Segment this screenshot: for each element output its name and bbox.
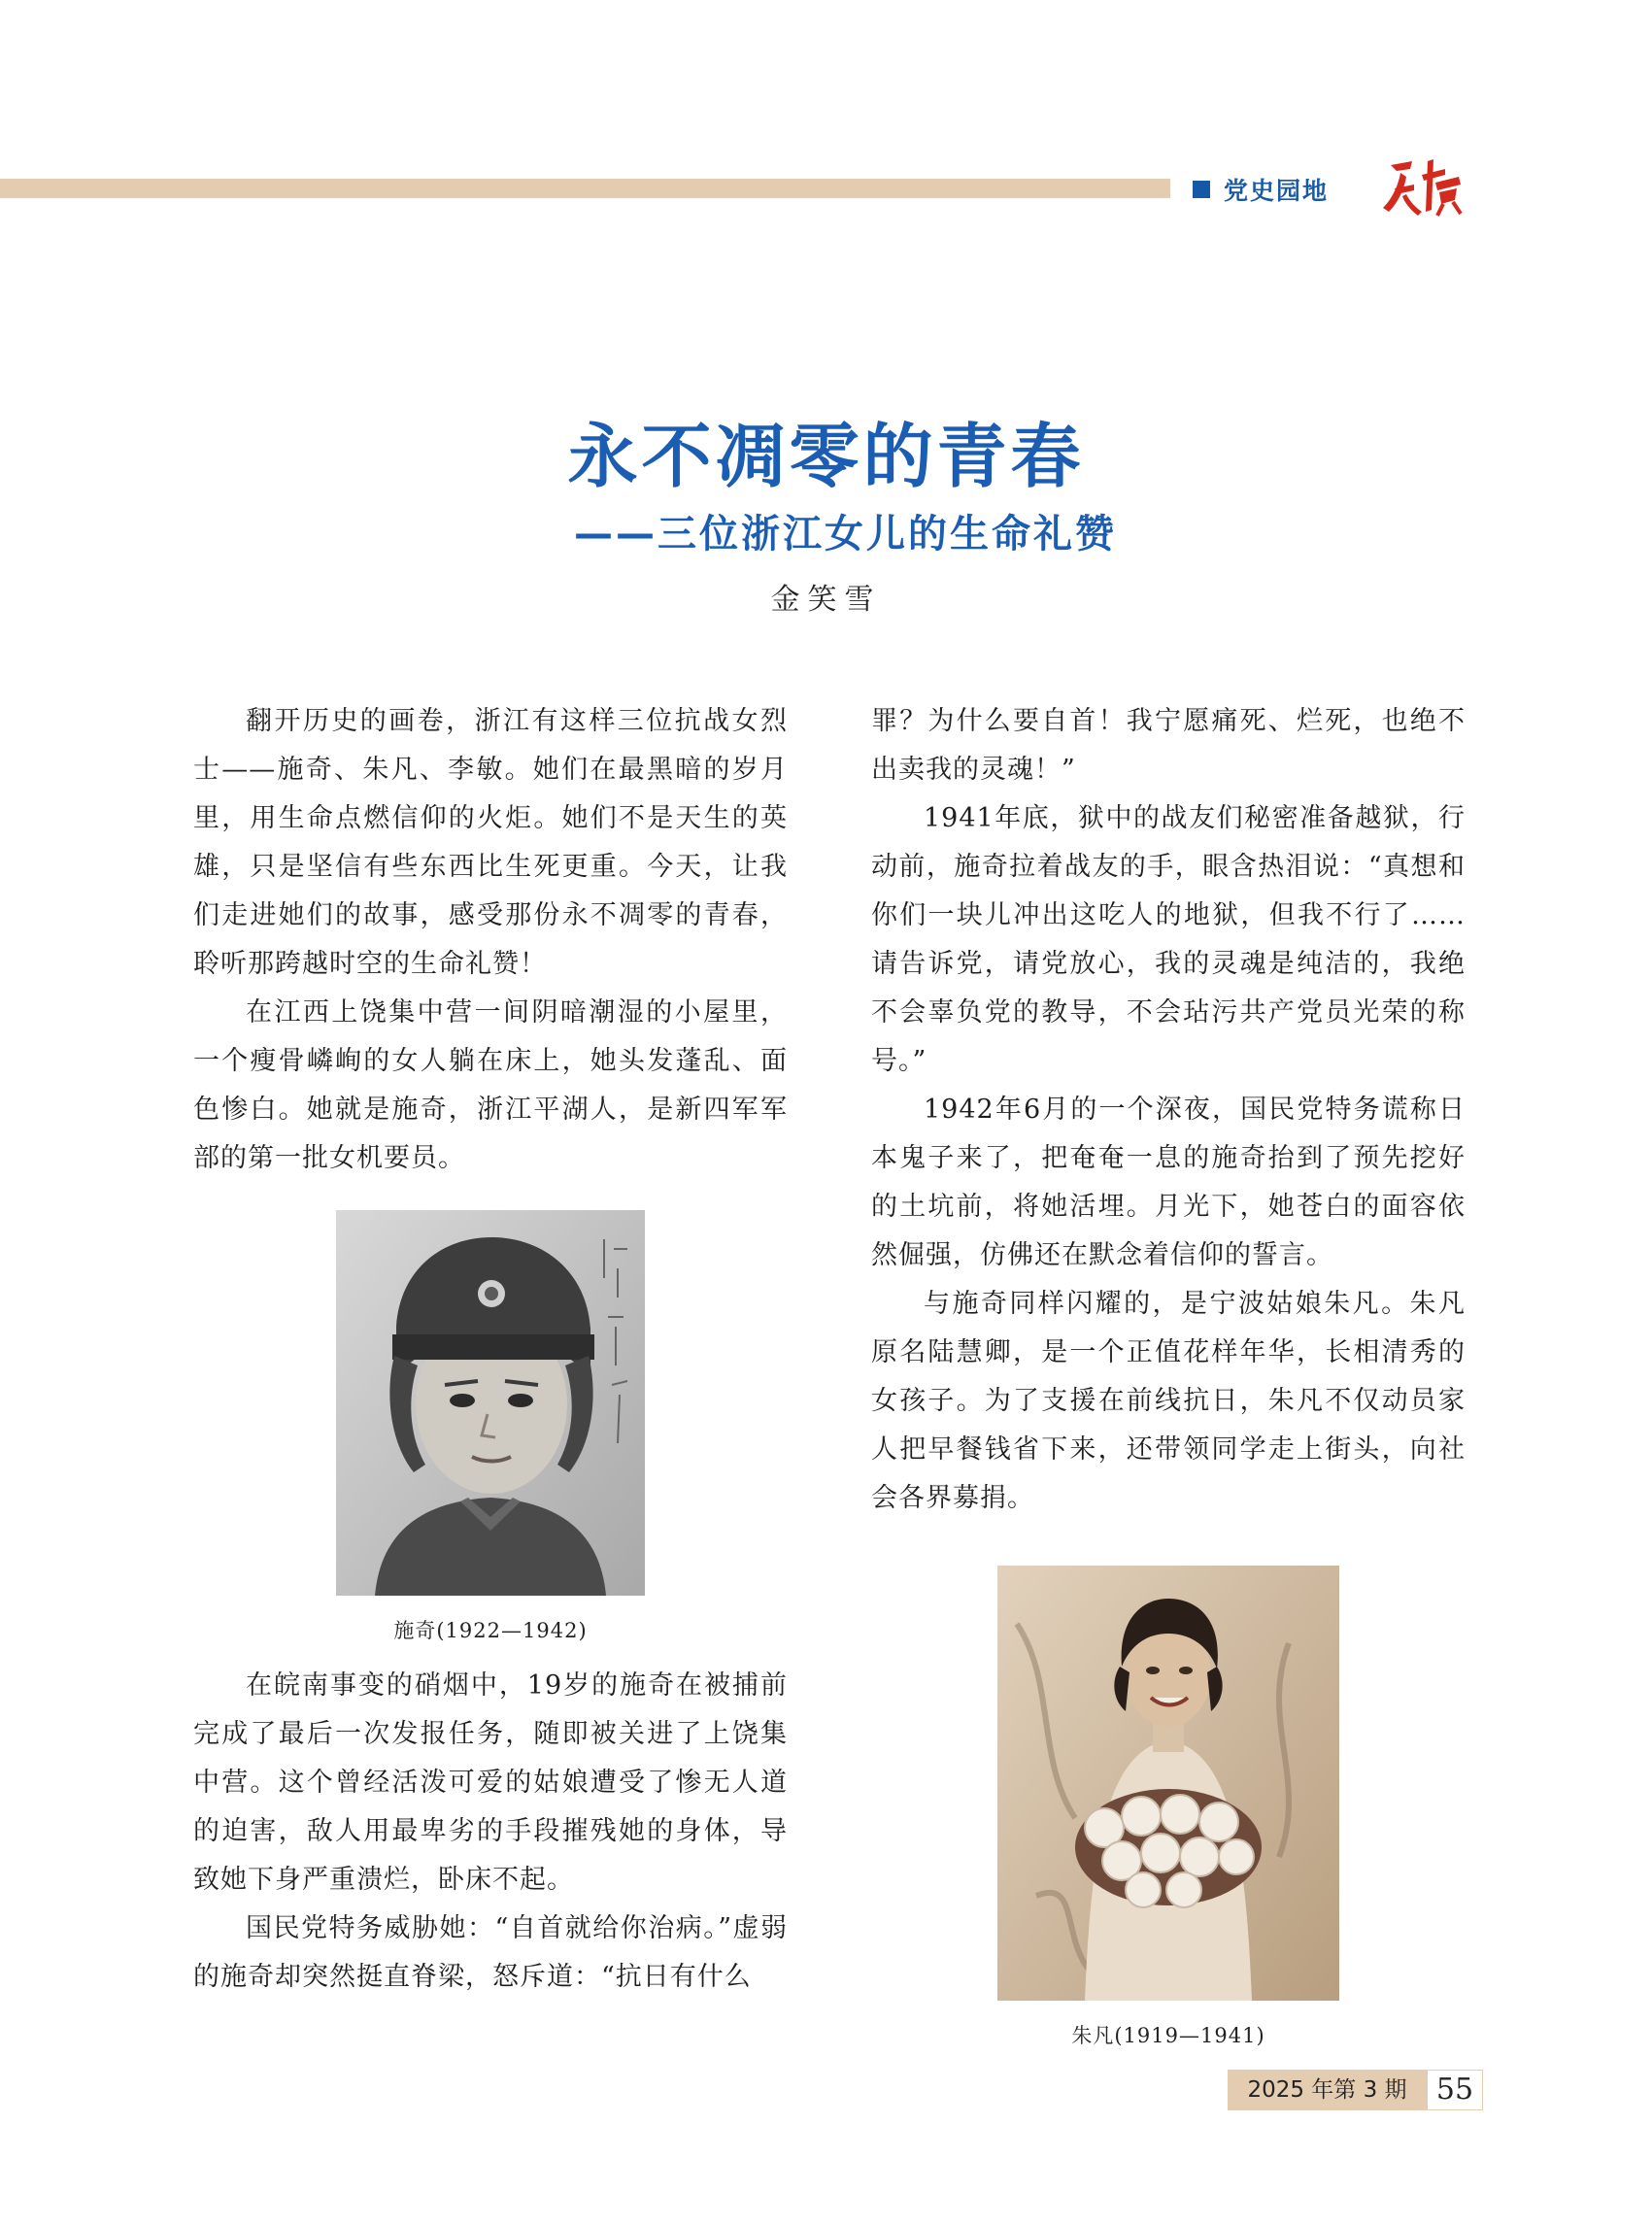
paragraph: 1941年底，狱中的战友们秘密准备越狱，行动前，施奇拉着战友的手，眼含热泪说：“真想和你们一块儿冲出这吃人的地狱，但我不行了……请告诉党，请党放心，我的灵魂是纯洁的，我绝不会辜负党的教导，不会玷污共产党员光荣的称号。” (871, 803, 1466, 1076)
right-column (871, 697, 1466, 2067)
article-subtitle: ——三位浙江女儿的生命礼赞 (574, 512, 1117, 556)
photo-caption: 施奇(1922—1942) (393, 1619, 588, 1642)
author-name: 金笑雪 (770, 583, 882, 617)
header-band (0, 179, 1170, 198)
paragraph: 与施奇同样闪耀的，是宁波姑娘朱凡。朱凡原名陆慧卿，是一个正值花样年华，长相清秀的女孩子。为了支援在前线抗日，朱凡不仅动员家人把早餐钱省下来，还带领同学走上街头，向社会各界募捐。 (871, 1289, 1466, 1513)
page-footer (1228, 2070, 1483, 2110)
page-number: 55 (1427, 2070, 1483, 2110)
section-tag (1193, 175, 1329, 204)
paragraph: 国民党特务威胁她：“自首就给你治病。”虚弱的施奇却突然挺直脊梁，怒斥道：“抗日有什么 (193, 1913, 788, 1992)
calligraphy-logo (1377, 155, 1467, 218)
portrait-photo-shi-qi (336, 1210, 645, 1596)
photo-caption: 朱凡(1919—1941) (1071, 2024, 1265, 2047)
paragraph: 在皖南事变的硝烟中，19岁的施奇在被捕前完成了最后一次发报任务，随即被关进了上饶集中营。这个曾经活泼可爱的姑娘遭受了惨无人道的迫害，敌人用最卑劣的手段摧残她的身体，导致她下身严重溃烂，卧床不起。 (193, 1670, 788, 1895)
paragraph: 在江西上饶集中营一间阴暗潮湿的小屋里，一个瘦骨嶙峋的女人躺在床上，她头发蓬乱、面色惨白。她就是施奇，浙江平湖人，是新四军军部的第一批女机要员。 (193, 997, 788, 1173)
issue-label: 2025 年第 3 期 (1228, 2070, 1427, 2110)
figure (193, 1210, 788, 1662)
paragraph-continuation: 罪？为什么要自首！我宁愿痛死、烂死，也绝不出卖我的灵魂！” (871, 706, 1466, 785)
left-column (193, 697, 788, 2002)
figure (871, 1566, 1466, 2067)
article-title: 永不凋零的青春 (567, 416, 1085, 497)
paragraph: 翻开历史的画卷，浙江有这样三位抗战女烈士——施奇、朱凡、李敏。她们在最黑暗的岁月里，用生命点燃信仰的火炬。她们不是天生的英雄，只是坚信有些东西比生死更重。今天，让我们走进她们的故事，感受那份永不凋零的青春，聆听那跨越时空的生命礼赞！ (193, 706, 788, 979)
portrait-photo-zhu-fan (997, 1566, 1339, 2001)
square-bullet-icon (1193, 181, 1210, 198)
paragraph: 1942年6月的一个深夜，国民党特务谎称日本鬼子来了，把奄奄一息的施奇抬到了预先挖好的土坑前，将她活埋。月光下，她苍白的面容依然倔强，仿佛还在默念着信仰的誓言。 (871, 1095, 1466, 1270)
section-label: 党史园地 (1224, 177, 1330, 205)
